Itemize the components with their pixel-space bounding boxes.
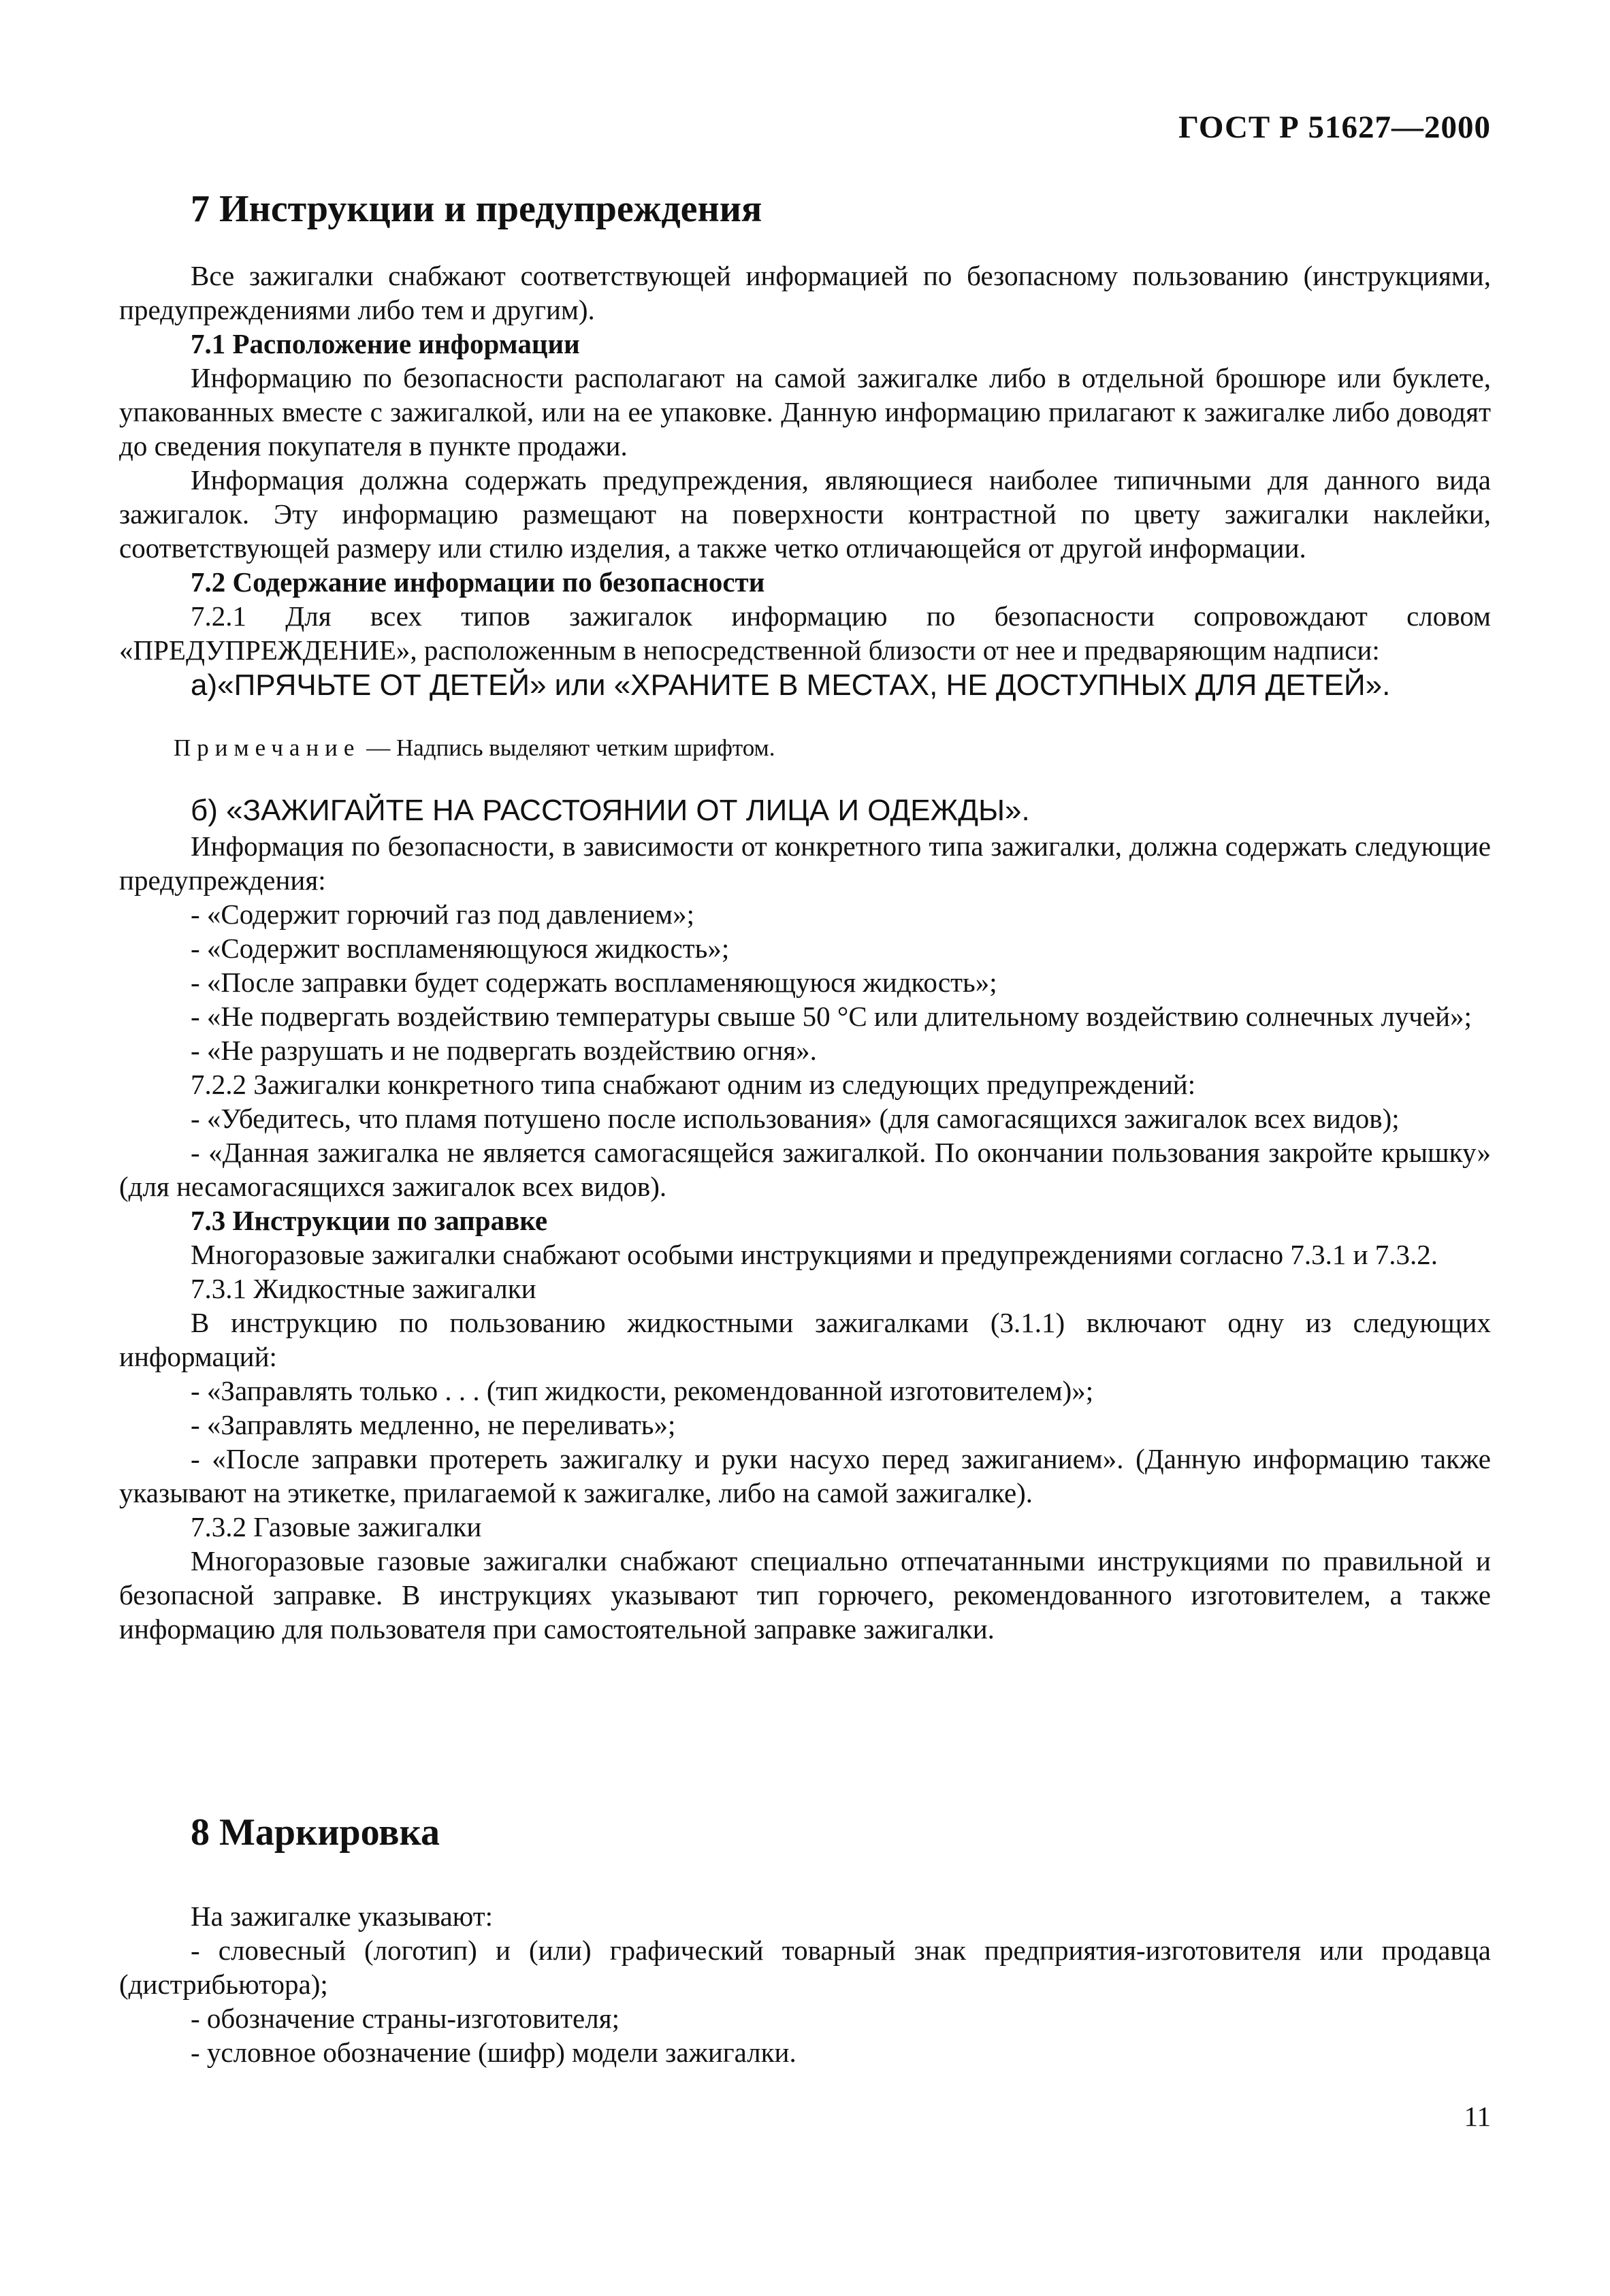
warning-item-b: б) «ЗАЖИГАЙТЕ НА РАССТОЯНИИ ОТ ЛИЦА И ОДЕЖДЫ». xyxy=(191,794,1030,827)
section-8-title: 8 Маркировка xyxy=(191,1811,440,1854)
warning-list-item: - «Данная зажигалка не является самогасящейся зажигалкой. По окончании пользования закройте крышку» (для несамогасящихся зажигалок всех видов). xyxy=(119,1137,1491,1202)
warning-list-item: - «Содержит горючий газ под давлением»; xyxy=(191,899,694,930)
subsection-7-3-2-title: 7.3.2 Газовые зажигалки xyxy=(191,1511,482,1542)
page-number: 11 xyxy=(1464,2101,1491,2132)
section-8-body xyxy=(119,1899,1491,2069)
note xyxy=(119,731,1491,765)
subsection-7-3-1-title: 7.3.1 Жидкостные зажигалки xyxy=(191,1273,536,1304)
warning-list-item: - «Убедитесь, что пламя потушено после использования» (для самогасящихся зажигалок всех видов); xyxy=(191,1103,1400,1134)
warning-item-a: а)«ПРЯЧЬТЕ ОТ ДЕТЕЙ» или «ХРАНИТЕ В МЕСТАХ, НЕ ДОСТУПНЫХ ДЛЯ ДЕТЕЙ». xyxy=(191,668,1391,702)
warning-list-item: - «Не подвергать воздействию температуры свыше 50 °С или длительному воздействию солнечных лучей»; xyxy=(191,1001,1472,1032)
warning-list-item: - «Не разрушать и не подвергать воздействию огня». xyxy=(191,1035,817,1066)
section-7-title: 7 Инструкции и предупреждения xyxy=(191,188,762,230)
warning-list-item: - «После заправки будет содержать воспламеняющуюся жидкость»; xyxy=(191,967,997,998)
subsection-7-2-2-paragraph: 7.2.2 Зажигалки конкретного типа снабжают одним из следующих предупреждений: xyxy=(191,1069,1196,1100)
subsection-7-3-paragraph-1: Многоразовые зажигалки снабжают особыми инструкциями и предупреждениями согласно 7.3.1 и 7.3.2. xyxy=(191,1239,1438,1270)
subsection-7-3-1-paragraph: В инструкцию по пользованию жидкостными зажигалками (3.1.1) включают одну из следующих информаций: xyxy=(119,1307,1491,1372)
subsection-7-1-paragraph-1: Информацию по безопасности располагают на самой зажигалке либо в отдельной брошюре или буклете, упакованных вместе с зажигалкой, или на ее упаковке. Данную информацию прилагают к зажигалке либо доводят до сведения покупателя в пункте продажи. xyxy=(119,362,1491,462)
warning-list-item: - «Содержит воспламеняющуюся жидкость»; xyxy=(191,933,730,964)
section-8-intro: На зажигалке указывают: xyxy=(191,1901,494,1932)
standard-code: ГОСТ Р 51627—2000 xyxy=(1178,110,1491,145)
note-label: Примечание xyxy=(174,734,361,761)
note-text: — Надпись выделяют четким шрифтом. xyxy=(360,734,775,761)
instruction-list-item: - «Заправлять медленно, не переливать»; xyxy=(191,1409,676,1440)
subsection-7-2-paragraph-2: Информация по безопасности, в зависимости от конкретного типа зажигалки, должна содержать следующие предупреждения: xyxy=(119,830,1491,896)
document-page xyxy=(119,109,1491,2233)
section-7-intro: Все зажигалки снабжают соответствующей информацией по безопасному пользованию (инструкциями, предупреждениями либо тем и другим). xyxy=(119,260,1491,325)
subsection-7-3-2-paragraph: Многоразовые газовые зажигалки снабжают специально отпечатанными инструкциями по правильной и безопасной заправке. В инструкциях указывают тип горючего, рекомендованного изготовителем, а также информацию для пользователя при самостоятельной заправке зажигалки. xyxy=(119,1545,1491,1645)
subsection-7-2-title: 7.2 Содержание информации по безопасности xyxy=(191,566,765,598)
instruction-list-item: - «После заправки протереть зажигалку и руки насухо перед зажиганием». (Данную информацию также указывают на этикетке, прилагаемой к зажигалке, либо на самой зажигалке). xyxy=(119,1443,1491,1508)
marking-list-item: - словесный (логотип) и (или) графический товарный знак предприятия-изготовителя или продавца (дистрибьютора); xyxy=(119,1935,1491,2000)
marking-list-item: - обозначение страны-изготовителя; xyxy=(191,2003,619,2034)
subsection-7-2-1-paragraph: 7.2.1 Для всех типов зажигалок информацию по безопасности сопровождают словом «ПРЕДУПРЕЖДЕНИЕ», расположенным в непосредственной близости от нее и предваряющим надписи: xyxy=(119,600,1491,666)
section-7-body xyxy=(119,259,1491,1646)
subsection-7-1-paragraph-2: Информация должна содержать предупреждения, являющиеся наиболее типичными для данного вида зажигалок. Эту информацию размещают на поверхности контрастной по цвету зажигалки наклейки, соответствующей размеру или стилю изделия, а также четко отличающейся от другой информации. xyxy=(119,464,1491,564)
subsection-7-3-title: 7.3 Инструкции по заправке xyxy=(191,1205,548,1236)
subsection-7-1-title: 7.1 Расположение информации xyxy=(191,328,580,359)
marking-list-item: - условное обозначение (шифр) модели зажигалки. xyxy=(191,2037,796,2068)
instruction-list-item: - «Заправлять только . . . (тип жидкости, рекомендованной изготовителем)»; xyxy=(191,1375,1094,1406)
